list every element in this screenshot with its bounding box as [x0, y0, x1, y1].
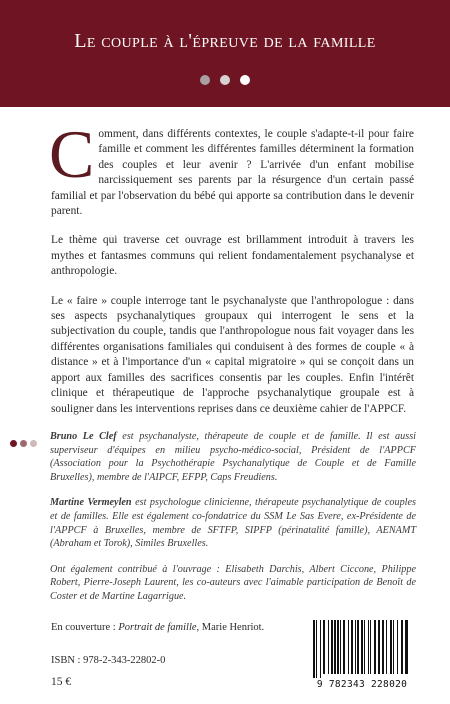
cover-credit-label: En couverture :	[51, 622, 119, 633]
barcode-bar	[334, 620, 336, 674]
header-dots	[0, 72, 450, 90]
author-name: Martine Vermeylen	[50, 497, 132, 509]
author-bio-text: est psychanalyste, thérapeute de couple et de famille. Il est aussi superviseur d'équipes en milieu psycho-médico-social, Président de l'APPCF (Association pour la Psychothérapie Psychanalytique de Couple et de Famille Bruxelles), membre de l'AIPCF, EFPP, Caps Freudiens.	[50, 431, 416, 483]
cover-credit-artist: , Marie Henriot.	[196, 622, 265, 633]
summary-text	[49, 116, 414, 431]
barcode-bar	[320, 620, 321, 678]
summary-paragraph-1	[49, 116, 414, 219]
barcode-bar	[364, 620, 365, 674]
barcode-bar	[405, 620, 408, 674]
header-band	[0, 0, 450, 107]
barcode-bar	[343, 620, 345, 674]
barcode-bar	[386, 620, 387, 674]
barcode-bar	[397, 620, 398, 674]
author-bio-text: est psychologue clinicienne, thérapeute psychanalytique de couples et de familles. Elle est également co-fondatrice du SSM Le Sas Evere, ex-Présidente de l'APPCF à Bruxelles, membre de SFTFP, SIPFP (périnatalité famille), AENAMT (Abraham et Torok), Similes Bruxelles.	[50, 497, 416, 550]
barcode-bar	[355, 620, 356, 674]
book-title: Le couple à l'épreuve de la famille	[74, 30, 376, 52]
barcode	[307, 618, 417, 694]
dot-icon	[220, 75, 230, 85]
barcode-bar	[313, 620, 315, 678]
dot-icon	[20, 440, 27, 447]
barcode-bar	[393, 620, 394, 674]
barcode-bar	[331, 620, 333, 674]
summary-paragraph-3: Le « faire » couple interroge tant le psychanalyste que l'anthropologue : dans ses aspects psychanalytiques groupaux qui interrogent le sens et la subjectivation du couple, tandis que l'anthropologue nous fait voyager dans les différentes organisations familiales qui conduisent à des formes de couple « à distance » et à l'importance d'un « capital migratoire » qui se conçoit dans un apport aux familles des sacrifices consentis par les couples. Enfin l'intérêt clinique et thérapeutique de l'approche psychanalytique groupale est à souligner dans les interventions reprises dans ce deuxième cahier de l'APPCF.	[51, 294, 414, 415]
author-name: Bruno Le Clef	[50, 431, 117, 442]
barcode-bar	[401, 620, 403, 674]
barcode-number: 9 782343 228020	[316, 679, 408, 690]
barcode-bar	[348, 620, 349, 674]
barcode-bar	[323, 620, 325, 674]
contributors: Ont également contribué à l'ouvrage : Elisabeth Darchis, Albert Ciccone, Philippe Robert, Pierre-Joseph Laurent, les co-auteurs avec l'aimable participation de Benoît de Coster et de Martine Lagarrigue.	[50, 563, 416, 602]
barcode-bar	[361, 620, 363, 674]
barcode-bar	[382, 620, 384, 674]
barcode-bar	[357, 620, 359, 674]
barcode-bar	[390, 620, 392, 674]
author-bios	[50, 430, 416, 616]
barcode-bar	[378, 620, 380, 674]
barcode-bar	[374, 620, 376, 674]
barcode-bar	[370, 620, 371, 674]
dot-icon	[30, 440, 37, 447]
bio-dots	[10, 434, 40, 452]
summary-paragraph-2: Le thème qui traverse cet ouvrage est brillamment introduit à travers les mythes et fantasmes communs qui relient fondamentalement psychanalyse et anthropologie.	[51, 234, 414, 278]
barcode-bar	[337, 620, 339, 674]
barcode-bar	[328, 620, 329, 674]
cover-credit	[51, 622, 264, 633]
dot-icon	[10, 440, 17, 447]
barcode-bar	[368, 620, 369, 674]
barcode-bar	[316, 620, 317, 678]
bio-martine	[50, 496, 416, 550]
isbn: ISBN : 978-2-343-22802-0	[51, 655, 166, 666]
drop-cap: C	[49, 116, 95, 192]
dot-icon	[240, 75, 250, 85]
cover-credit-title: Portrait de famille	[118, 622, 197, 633]
price: 15 €	[51, 676, 72, 688]
barcode-icon	[307, 618, 417, 678]
bio-bruno	[50, 430, 416, 484]
barcode-bar	[351, 620, 353, 674]
summary-paragraph-1-text: omment, dans différents contextes, le couple s'adapte-t-il pour faire famille et comment les différentes familles déterminent la formation des couples et leur avenir ? L'arrivée d'un enfant mobilise narcissiquement ses parents par la résurgence d'un certain passé familial et par l'observation du bébé qui apporte sa contribution dans le devenir parent.	[51, 128, 414, 218]
dot-icon	[200, 75, 210, 85]
barcode-bar	[340, 620, 341, 674]
